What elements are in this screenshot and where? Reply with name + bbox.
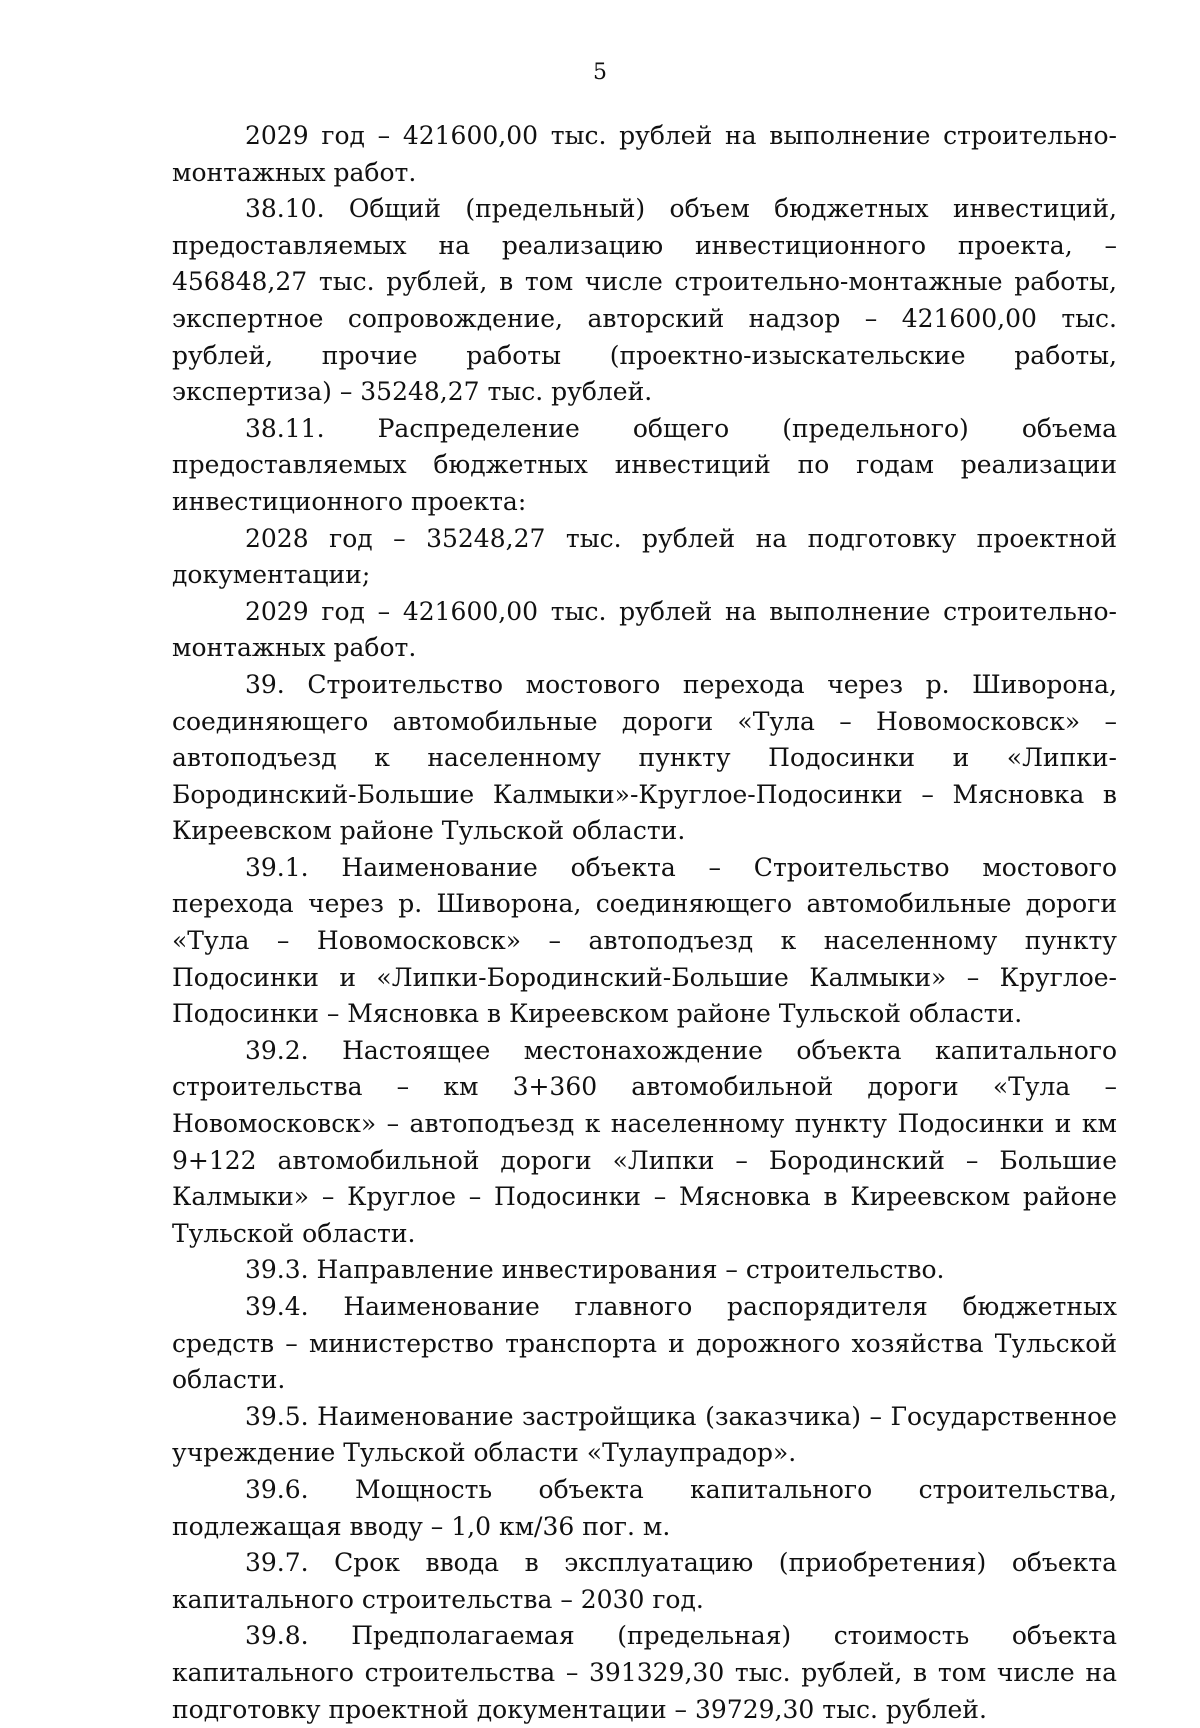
paragraph-2028-year: 2028 год – 35248,27 тыс. рублей на подготовку проектной документации; [172,523,1117,590]
paragraph-39-6: 39.6. Мощность объекта капитального строительства, подлежащая вводу – 1,0 км/36 пог. м. [172,1474,1117,1541]
page-number: 5 [593,60,607,85]
paragraph-39-3: 39.3. Направление инвестирования – строительство. [245,1255,945,1285]
paragraph-38-11: 38.11. Распределение общего (предельного) объема предоставляемых бюджетных инвестиций по годам реализации инвестиционного проекта: [172,413,1117,516]
paragraph-38-10: 38.10. Общий (предельный) объем бюджетных инвестиций, предоставляемых на реализацию инвестиционного проекта, – 456848,27 тыс. рублей, в том числе строительно-монтажные работы, экспертное сопровождение, авторский надзор – 421600,00 тыс. рублей, прочие работы (проектно-изыскательские работы, экспертиза) – 35248,27 тыс. рублей. [172,194,1117,407]
paragraph-39-7: 39.7. Срок ввода в эксплуатацию (приобретения) объекта капитального строительства – 2030 год. [172,1548,1117,1614]
paragraph-39-5: 39.5. Наименование застройщика (заказчика) – Государственное учреждение Тульской области «Тулаупрадор». [172,1401,1117,1468]
paragraph-39-1: 39.1. Наименование объекта – Строительство мостового перехода через р. Шиворона, соединяющего автомобильные дороги «Тула – Новомосковск» – автоподъезд к населенному пункту Подосинки и «Липки-Бородинский-Большие Калмыки» – Круглое-Подосинки – Мясновка в Киреевском районе Тульской области. [172,852,1117,1029]
paragraph-2029-smr-continued: 2029 год – 421600,00 тыс. рублей на выполнение строительно-монтажных работ. [172,121,1117,187]
paragraph-2029-year: 2029 год – 421600,00 тыс. рублей на выполнение строительно-монтажных работ. [172,596,1117,663]
paragraph-39-8: 39.8. Предполагаемая (предельная) стоимость объекта капитального строительства – 391329,30 тыс. рублей, в том числе на подготовку проектной документации – 39729,30 тыс. рублей. [172,1621,1117,1724]
paragraph-39: 39. Строительство мостового перехода через р. Шиворона, соединяющего автомобильные дороги «Тула – Новомосковск» – автоподъезд к населенному пункту Подосинки и «Липки-Бородинский-Большие Калмыки»-Круглое-Подосинки – Мясновка в Киреевском районе Тульской области. [172,669,1117,846]
paragraph-39-2: 39.2. Настоящее местонахождение объекта капитального строительства – км 3+360 автомобильной дороги «Тула – Новомосковск» – автоподъезд к населенному пункту Подосинки и км 9+122 автомобильной дороги «Липки – Бородинский – Большие Калмыки» – Круглое – Подосинки – Мясновка в Киреевском районе Тульской области. [172,1035,1117,1248]
document-body [172,118,1117,1728]
paragraph-39-4: 39.4. Наименование главного распорядителя бюджетных средств – министерство транспорта и дорожного хозяйства Тульской области. [172,1292,1117,1395]
